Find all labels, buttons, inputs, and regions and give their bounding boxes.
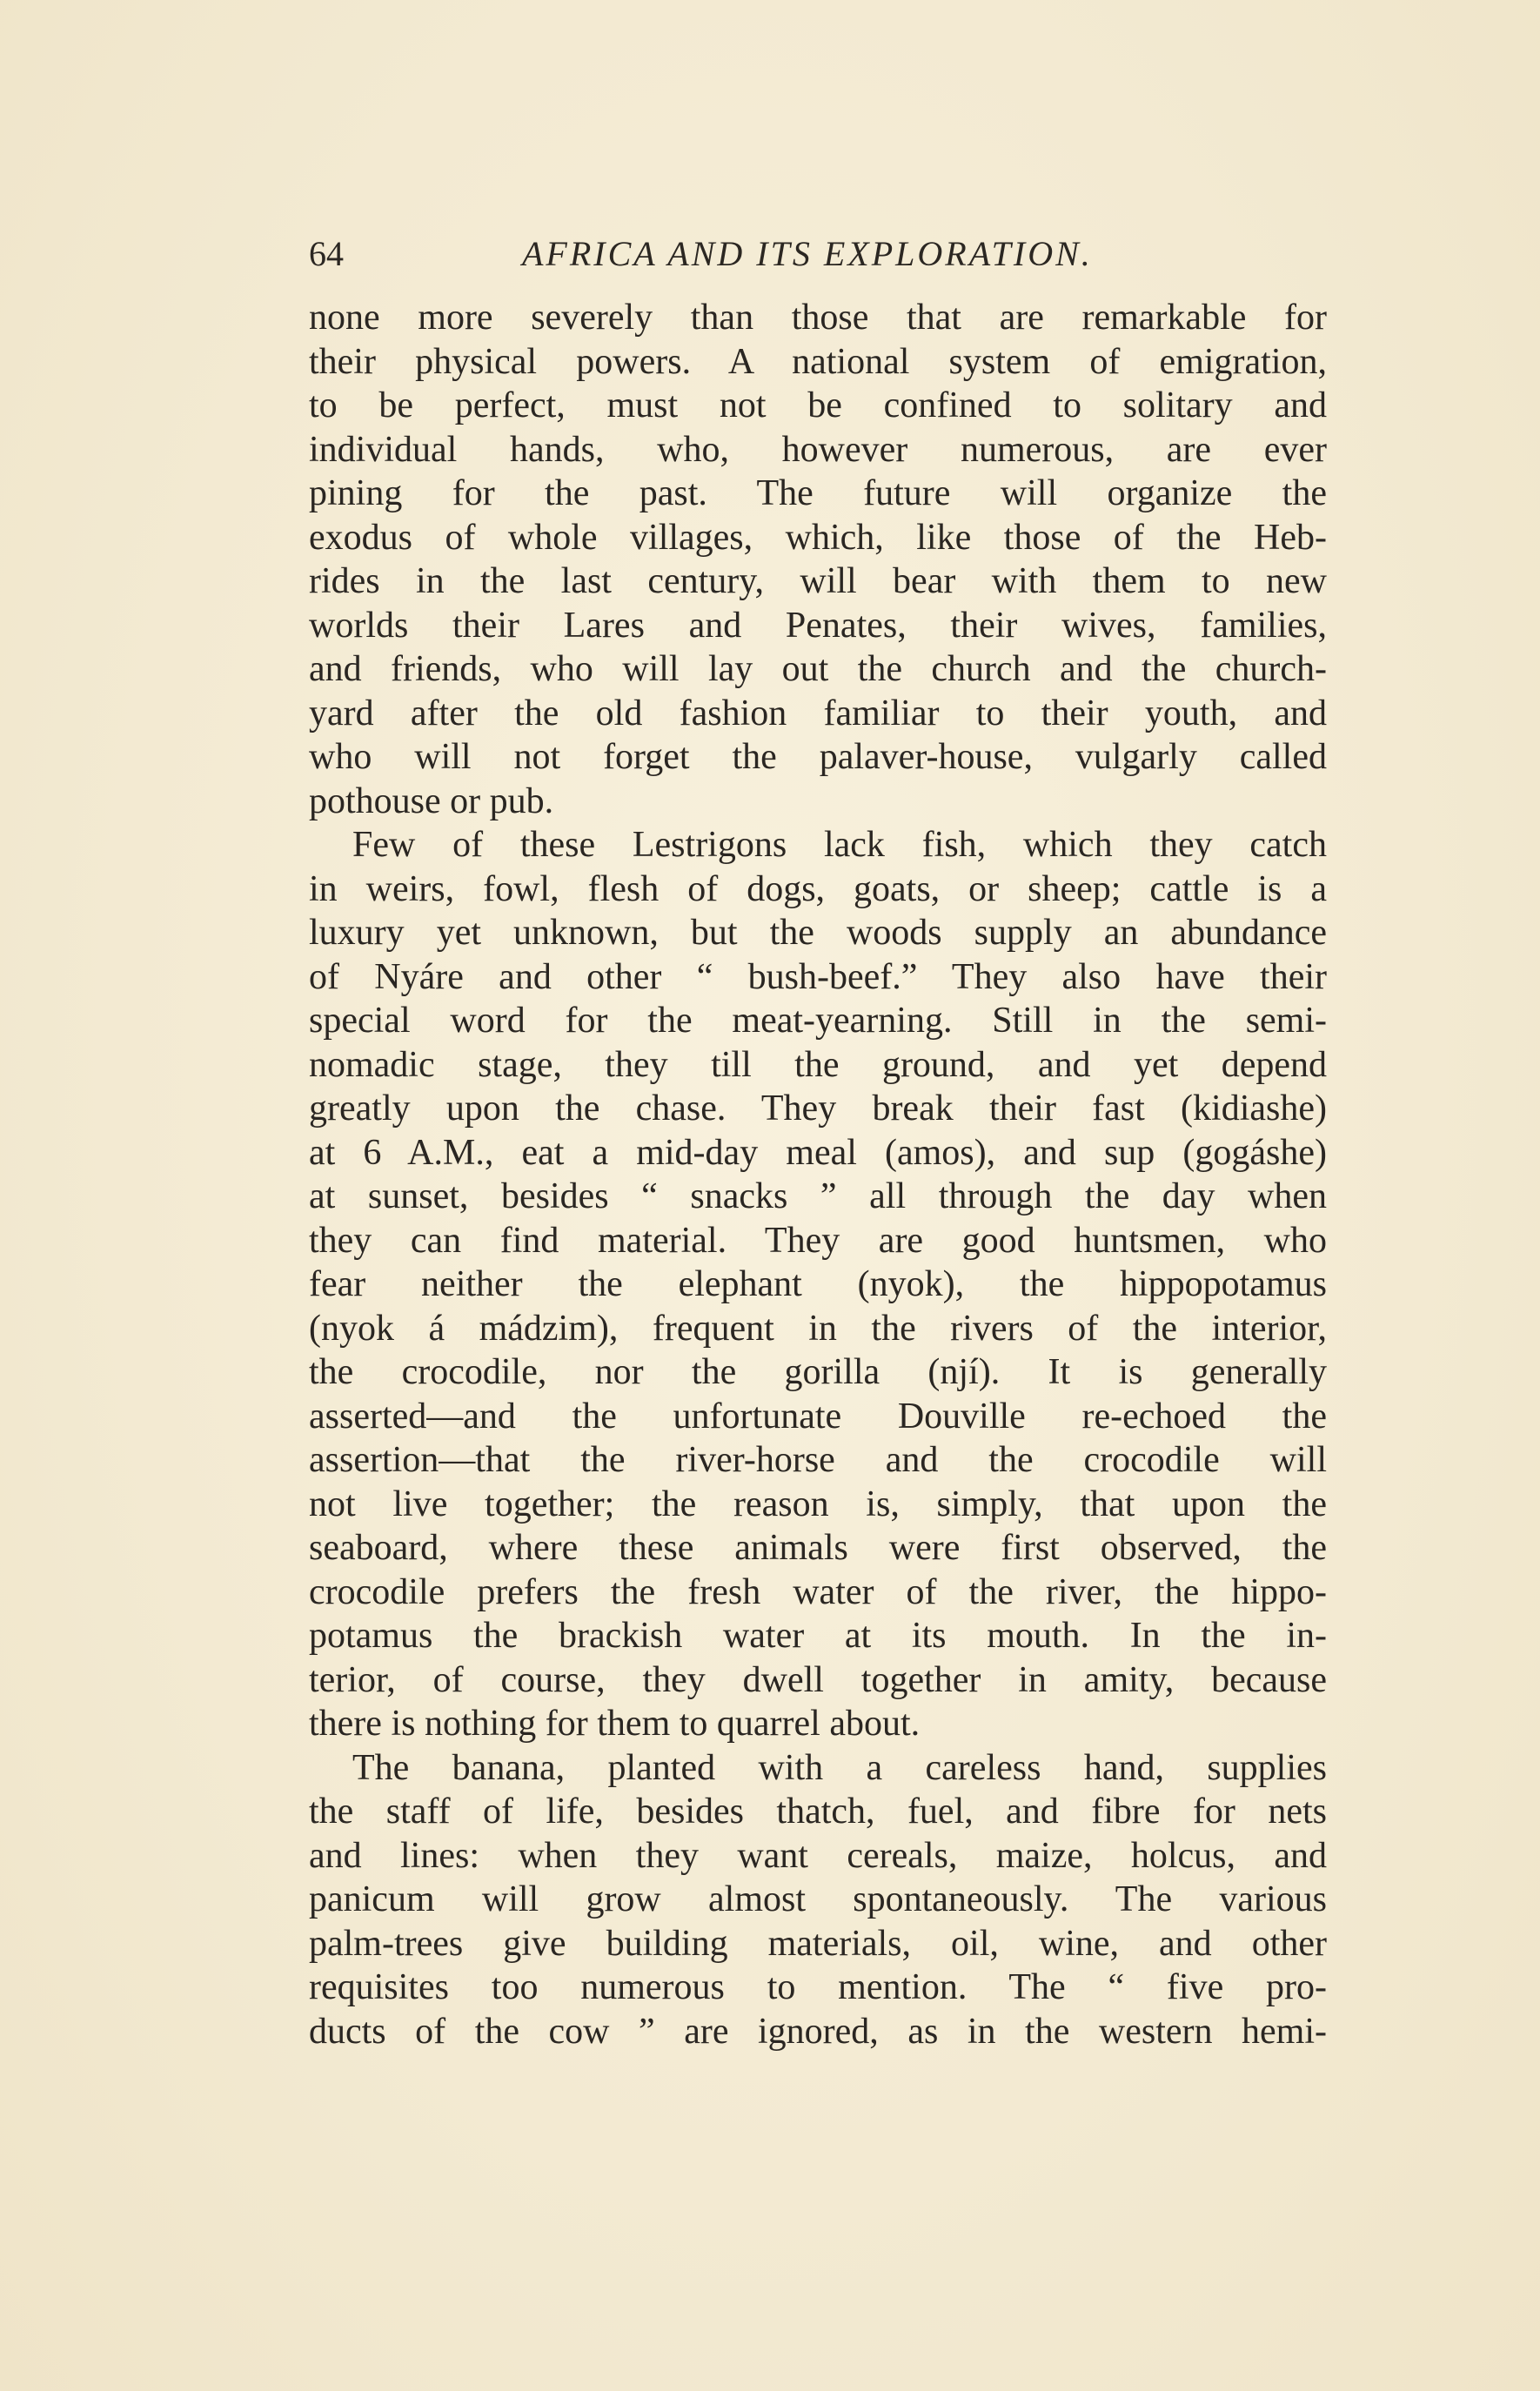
text-line: panicum will grow almost spontaneously. The various — [309, 1879, 1327, 1919]
paragraph-first-line: The banana, planted with a careless hand, supplies — [352, 1747, 1327, 1788]
text-line: the staff of life, besides thatch, fuel, and fibre for nets — [309, 1792, 1327, 1832]
page-number: 64 — [309, 234, 344, 273]
text-line: and lines: when they want cereals, maize, holcus, and — [309, 1835, 1327, 1876]
text-line: at sunset, besides “ snacks ” all through the day when — [309, 1176, 1327, 1216]
text-line: there is nothing for them to quarrel about. — [309, 1704, 921, 1744]
text-line: yard after the old fashion familiar to their youth, and — [309, 693, 1327, 733]
text-line: assertion—that the river-horse and the crocodile will — [309, 1440, 1327, 1480]
text-line: terior, of course, they dwell together in amity, because — [309, 1659, 1327, 1700]
page-header — [309, 228, 1188, 280]
text-line: greatly upon the chase. They break their fast (kidiashe) — [309, 1088, 1327, 1129]
text-line: none more severely than those that are remarkable for — [309, 298, 1327, 338]
text-line: fear neither the elephant (nyok), the hippopotamus — [309, 1264, 1327, 1304]
text-line: at 6 A.M., eat a mid-day meal (amos), and sup (gogáshe) — [309, 1132, 1327, 1173]
text-line: and friends, who will lay out the church and the church- — [309, 649, 1327, 689]
running-title: AFRICA AND ITS EXPLORATION. — [522, 234, 1093, 273]
text-line: pothouse or pub. — [309, 780, 554, 821]
text-line: rides in the last century, will bear with them to new — [309, 561, 1327, 601]
text-line: in weirs, fowl, flesh of dogs, goats, or sheep; cattle is a — [309, 868, 1327, 909]
text-line: to be perfect, must not be confined to solitary and — [309, 385, 1327, 425]
text-line: ducts of the cow ” are ignored, as in the western hemi- — [309, 2011, 1327, 2052]
text-line: (nyok á mádzim), frequent in the rivers of the interior, — [309, 1308, 1327, 1349]
text-line: they can find material. They are good huntsmen, who — [309, 1220, 1327, 1261]
text-line: who will not forget the palaver-house, vulgarly called — [309, 737, 1327, 777]
text-line: potamus the brackish water at its mouth. In the in- — [309, 1616, 1327, 1656]
text-line: seaboard, where these animals were first observed, the — [309, 1528, 1327, 1568]
text-line: exodus of whole villages, which, like those of the Heb- — [309, 517, 1327, 558]
text-line: special word for the meat-yearning. Still in the semi- — [309, 1001, 1327, 1041]
text-line: crocodile prefers the fresh water of the river, the hippo- — [309, 1571, 1327, 1612]
text-line: requisites too numerous to mention. The “ five pro- — [309, 1967, 1327, 2007]
text-line: worlds their Lares and Penates, their wives, families, — [309, 605, 1327, 646]
text-line: asserted—and the unfortunate Douville re-echoed the — [309, 1396, 1327, 1437]
text-line: palm-trees give building materials, oil, wine, and other — [309, 1923, 1327, 1964]
text-line: nomadic stage, they till the ground, and yet depend — [309, 1044, 1327, 1085]
text-line: their physical powers. A national system of emigration, — [309, 341, 1327, 382]
text-line: individual hands, who, however numerous, are ever — [309, 429, 1327, 470]
text-line: luxury yet unknown, but the woods supply an abundance — [309, 913, 1327, 953]
text-line: of Nyáre and other “ bush-beef.” They also have their — [309, 956, 1327, 997]
body-text — [309, 296, 1327, 2053]
text-line: the crocodile, nor the gorilla (njí). It is generally — [309, 1352, 1327, 1392]
paragraph-first-line: Few of these Lestrigons lack fish, which they catch — [352, 825, 1327, 865]
text-line: pining for the past. The future will organize the — [309, 473, 1327, 513]
text-line: not live together; the reason is, simply, that upon the — [309, 1483, 1327, 1524]
